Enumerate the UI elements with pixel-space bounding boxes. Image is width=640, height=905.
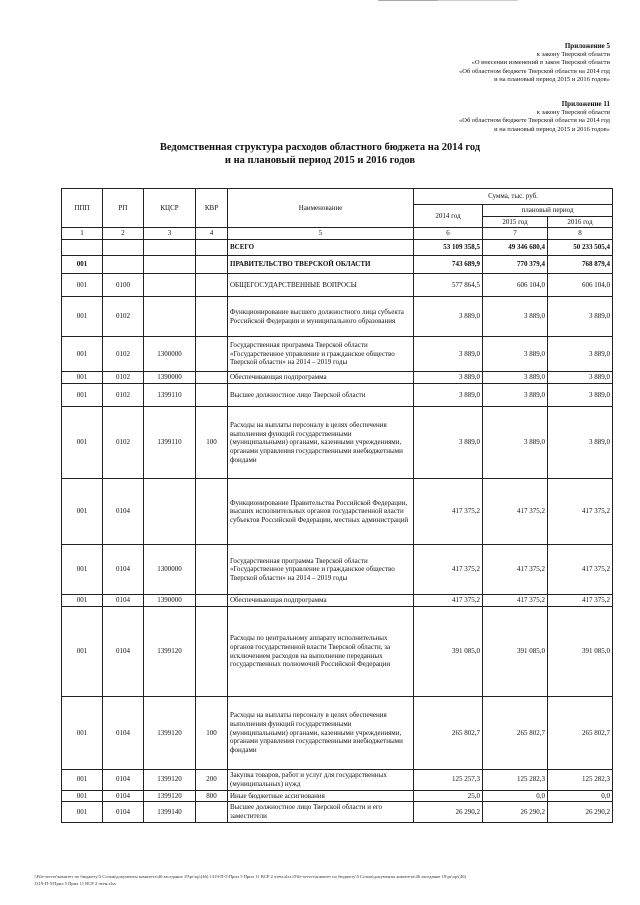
kvr-cell [196,607,228,697]
title-line-2: и на плановый период 2015 и 2016 годов [224,155,416,166]
value-2016-cell: 3 889,0 [548,372,613,384]
kcsr-cell: 1399110 [144,407,196,479]
kcsr-cell: 1390000 [144,372,196,384]
value-2014-cell: 3 889,0 [414,407,483,479]
name-cell: Функционирование Правительства Российской Федерации, высших исполнительных органов государственной власти субъектов Российской Федерации, местных администраций [228,479,414,545]
scan-mark [438,0,518,2]
value-2014-cell: 26 290,2 [414,802,483,822]
name-cell: Государственная программа Тверской области «Государственное управление и гражданское общество Тверской области» на 2014 – 2019 годы [228,337,414,372]
ppp-cell: 001 [62,479,103,545]
value-2016-cell: 417 375,2 [548,595,613,607]
rp-cell: 0100 [103,274,144,297]
rp-cell: 0102 [103,337,144,372]
column-number-cell: 4 [196,228,228,240]
rp-cell: 0104 [103,697,144,770]
kvr-cell [196,595,228,607]
annex-5-line: к закону Тверской области [536,50,610,58]
column-number-cell: 3 [144,228,196,240]
ppp-cell: 001 [62,697,103,770]
ppp-cell: 001 [62,790,103,802]
header-2014: 2014 год [414,205,483,228]
annex-11-block [459,100,610,134]
kcsr-cell: 1399120 [144,770,196,790]
value-2014-cell: 417 375,2 [414,545,483,595]
rp-cell: 0104 [103,770,144,790]
table-row [62,595,613,607]
kcsr-cell: 1399140 [144,802,196,822]
document-title [0,141,640,167]
annex-11-line: к закону Тверской области [536,108,610,116]
header-kvr: КВР [196,189,228,228]
kcsr-cell: 1399120 [144,790,196,802]
name-cell: Расходы по центральному аппарату исполнительных органов государственной власти Тверской области, за исключением расходов на выполнение переданных государственных полномочий Российской Федерации [228,607,414,697]
ppp-cell [62,240,103,256]
name-cell: ВСЕГО [228,240,414,256]
annex-5-block [459,42,610,85]
kcsr-cell: 1399120 [144,697,196,770]
name-cell: Государственная программа Тверской области «Государственное управление и гражданское общество Тверской области» на 2014 – 2019 годы [228,545,414,595]
value-2016-cell: 417 375,2 [548,479,613,545]
kvr-cell [196,479,228,545]
table-row [62,770,613,790]
table-row [62,337,613,372]
name-cell: Закупка товаров, работ и услуг для государственных (муниципальных) нужд [228,770,414,790]
value-2015-cell: 0,0 [483,790,548,802]
ppp-cell: 001 [62,802,103,822]
value-2016-cell: 50 233 505,4 [548,240,613,256]
value-2015-cell: 3 889,0 [483,297,548,337]
title-line-1: Ведомственная структура расходов областного бюджета на 2014 год [159,142,481,153]
ppp-cell: 001 [62,274,103,297]
name-cell: ОБЩЕГОСУДАРСТВЕННЫЕ ВОПРОСЫ [228,274,414,297]
annex-5-heading: Приложение 5 [564,42,610,50]
table-row [62,240,613,256]
name-cell: Высшее должностное лицо Тверской области [228,384,414,407]
rp-cell: 0102 [103,372,144,384]
rp-cell: 0104 [103,545,144,595]
name-cell: Расходы на выплаты персоналу в целях обеспечения выполнения функций государственными (муниципальными) органами, казенными учреждениями, органами управления государственными внебюджетными фондами [228,697,414,770]
table-row [62,384,613,407]
kvr-cell [196,274,228,297]
value-2015-cell: 770 379,4 [483,256,548,274]
file-path-footer [34,874,614,887]
ppp-cell: 001 [62,407,103,479]
header-kcsr: КЦСР [144,189,196,228]
kcsr-cell [144,297,196,337]
value-2016-cell: 3 889,0 [548,407,613,479]
annex-5-line: и на плановый период 2015 и 2016 годов» [494,76,610,84]
ppp-cell: 001 [62,384,103,407]
kcsr-cell [144,240,196,256]
value-2014-cell: 391 085,0 [414,607,483,697]
footer-line-1: \\File-server\комитет по бюджету\5 Созыв\документы комитета\46 заседание 19\pr\op\(46) 1319-П-5\Прил 5 Прил 11 ВСР 2 чтен.xlsx\\File-server\комитет по бюджету\5 Созыв\документы комитета\46 заседание 19\pr\op\(46) [34,874,467,879]
column-number-cell: 6 [414,228,483,240]
value-2014-cell: 577 864,5 [414,274,483,297]
value-2014-cell: 3 889,0 [414,372,483,384]
kcsr-cell: 1399110 [144,384,196,407]
table-row [62,407,613,479]
header-sum: Сумма, тыс. руб. [414,189,613,205]
value-2014-cell: 3 889,0 [414,337,483,372]
name-cell: Иные бюджетные ассигнования [228,790,414,802]
value-2015-cell: 49 346 680,4 [483,240,548,256]
value-2014-cell: 743 689,9 [414,256,483,274]
value-2015-cell: 26 290,2 [483,802,548,822]
rp-cell: 0104 [103,790,144,802]
value-2015-cell: 3 889,0 [483,384,548,407]
kcsr-cell [144,274,196,297]
value-2016-cell: 391 085,0 [548,607,613,697]
annex-5-line: «О внесении изменений в закон Тверской области [471,59,610,67]
name-cell: ПРАВИТЕЛЬСТВО ТВЕРСКОЙ ОБЛАСТИ [228,256,414,274]
ppp-cell: 001 [62,595,103,607]
rp-cell: 0102 [103,407,144,479]
value-2014-cell: 265 802,7 [414,697,483,770]
annex-11-heading: Приложение 11 [561,100,610,108]
table-row [62,479,613,545]
kcsr-cell: 1300000 [144,545,196,595]
header-2016: 2016 год [548,216,613,228]
name-cell: Функционирование высшего должностного лица субъекта Российской Федерации и муниципального образования [228,297,414,337]
rp-cell: 0104 [103,595,144,607]
value-2015-cell: 3 889,0 [483,372,548,384]
table-row [62,372,613,384]
kcsr-cell [144,479,196,545]
scan-mark [378,0,438,2]
ppp-cell: 001 [62,256,103,274]
kvr-cell: 800 [196,790,228,802]
value-2014-cell: 417 375,2 [414,595,483,607]
value-2015-cell: 3 889,0 [483,407,548,479]
kcsr-cell: 1399120 [144,607,196,697]
rp-cell: 0102 [103,297,144,337]
value-2015-cell: 125 282,3 [483,770,548,790]
header-name: Наименование [228,189,414,228]
table-row [62,256,613,274]
value-2015-cell: 417 375,2 [483,545,548,595]
value-2016-cell: 265 802,7 [548,697,613,770]
name-cell: Расходы на выплаты персоналу в целях обеспечения выполнения функций государственными (муниципальными) органами, казенными учреждениями, органами управления государственными внебюджетными фондами [228,407,414,479]
annex-5-line: «Об областном бюджете Тверской области на 2014 год [459,67,610,75]
value-2015-cell: 606 104,0 [483,274,548,297]
value-2014-cell: 53 109 358,5 [414,240,483,256]
value-2016-cell: 768 879,4 [548,256,613,274]
rp-cell [103,240,144,256]
header-2015: 2015 год [483,216,548,228]
ppp-cell: 001 [62,297,103,337]
kvr-cell [196,256,228,274]
footer-line-2: 1319-П-5\Прил 5 Прил 11 ВСР 2 чтен.xlsx [34,880,117,886]
name-cell: Обеспечивающая подпрограмма [228,595,414,607]
ppp-cell: 001 [62,770,103,790]
kvr-cell [196,545,228,595]
value-2016-cell: 26 290,2 [548,802,613,822]
value-2015-cell: 265 802,7 [483,697,548,770]
kvr-cell [196,337,228,372]
rp-cell: 0102 [103,384,144,407]
value-2014-cell: 125 257,3 [414,770,483,790]
table-row [62,697,613,770]
column-number-cell: 1 [62,228,103,240]
kvr-cell [196,240,228,256]
value-2015-cell: 417 375,2 [483,479,548,545]
annex-11-line: «Об областном бюджете Тверской области на 2014 год [459,117,610,125]
value-2016-cell: 125 282,3 [548,770,613,790]
kvr-cell [196,297,228,337]
kvr-cell: 100 [196,407,228,479]
rp-cell: 0104 [103,479,144,545]
name-cell: Обеспечивающая подпрограмма [228,372,414,384]
kcsr-cell: 1300000 [144,337,196,372]
column-number-row [62,228,613,240]
value-2016-cell: 0,0 [548,790,613,802]
table-row [62,802,613,822]
header-planned-period: плановый период [483,205,613,217]
kcsr-cell [144,256,196,274]
annex-11-line: и на плановый период 2015 и 2016 годов» [494,125,610,133]
column-number-cell: 7 [483,228,548,240]
header-rp: РП [103,189,144,228]
kvr-cell [196,802,228,822]
value-2015-cell: 3 889,0 [483,337,548,372]
value-2015-cell: 391 085,0 [483,607,548,697]
budget-table [61,188,613,823]
header-ppp: ППП [62,189,103,228]
value-2016-cell: 417 375,2 [548,545,613,595]
value-2016-cell: 3 889,0 [548,384,613,407]
ppp-cell: 001 [62,337,103,372]
rp-cell: 0104 [103,607,144,697]
ppp-cell: 001 [62,545,103,595]
column-number-cell: 8 [548,228,613,240]
table-row [62,790,613,802]
value-2014-cell: 25,0 [414,790,483,802]
kvr-cell: 200 [196,770,228,790]
kcsr-cell: 1390000 [144,595,196,607]
value-2016-cell: 606 104,0 [548,274,613,297]
kvr-cell: 100 [196,697,228,770]
value-2016-cell: 3 889,0 [548,337,613,372]
value-2014-cell: 3 889,0 [414,297,483,337]
table-row [62,274,613,297]
table-row [62,607,613,697]
value-2015-cell: 417 375,2 [483,595,548,607]
kvr-cell [196,384,228,407]
ppp-cell: 001 [62,607,103,697]
value-2016-cell: 3 889,0 [548,297,613,337]
column-number-cell: 2 [103,228,144,240]
name-cell: Высшее должностное лицо Тверской области и его заместители [228,802,414,822]
value-2014-cell: 417 375,2 [414,479,483,545]
table-row [62,297,613,337]
kvr-cell [196,372,228,384]
ppp-cell: 001 [62,372,103,384]
table-row [62,545,613,595]
rp-cell: 0104 [103,802,144,822]
rp-cell [103,256,144,274]
value-2014-cell: 3 889,0 [414,384,483,407]
table-body [62,228,613,822]
column-number-cell: 5 [228,228,414,240]
